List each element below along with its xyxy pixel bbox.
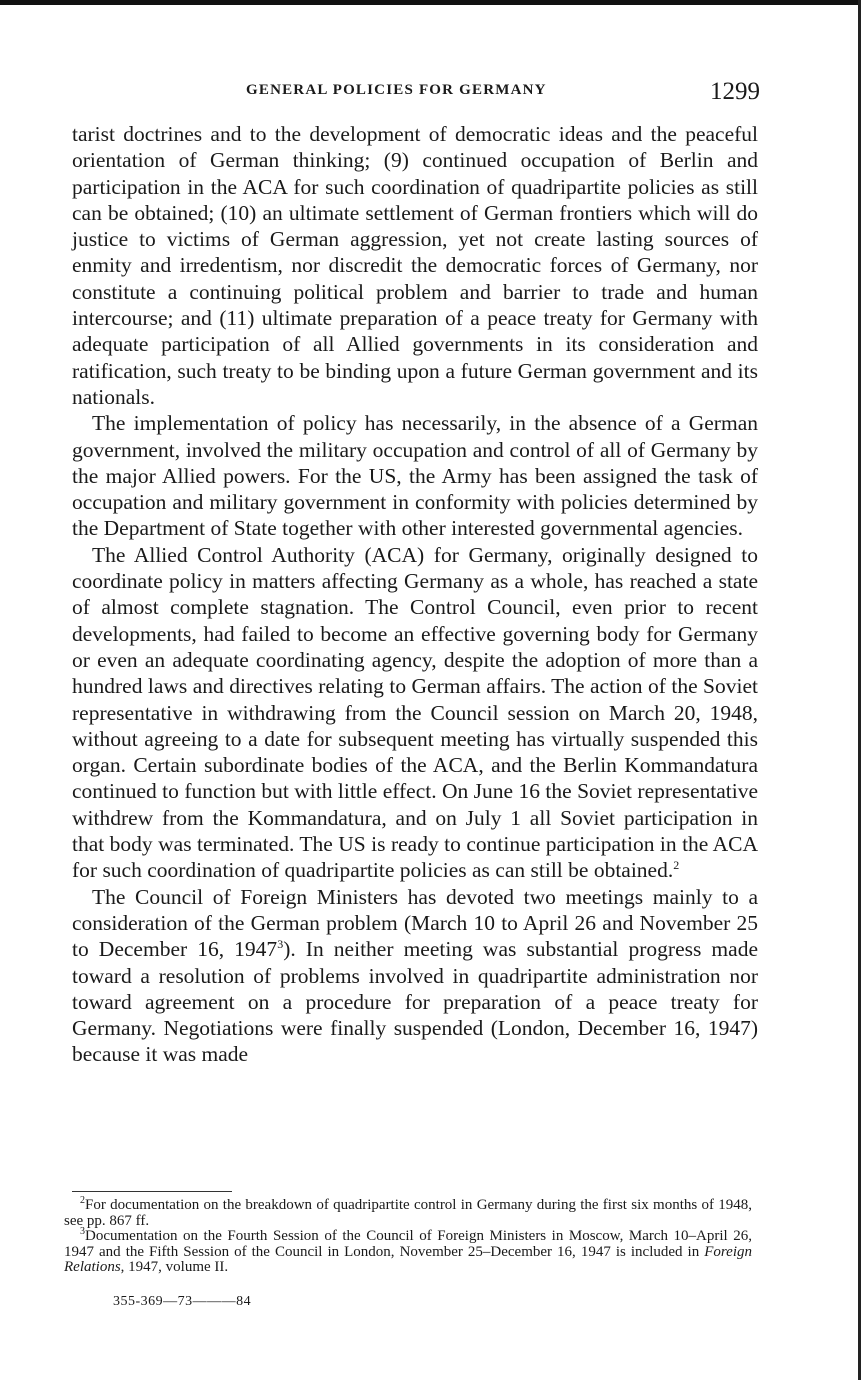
paragraph-continued: tarist doctrines and to the development of democratic ideas and the peaceful orientation of German thinking; (9) continued occupation of Berlin and participation in the ACA for such coordination of quadripartite policies as still can be obtained; (10) an ultimate settlement of German frontiers which will do justice to victims of German aggression, yet not create lasting sources of enmity and irredentism, nor discredit the democratic forces of Germany, nor constitute a continuing political problem and barrier to trade and human intercourse; and (11) ultimate preparation of a peace treaty for Germany with adequate participation of all Allied governments in its consideration and ratification, such treaty to be binding upon a future German government and its nationals. [72, 122, 758, 409]
footnote-divider [72, 1191, 232, 1192]
footnote-text: For documentation on the breakdown of quadripartite control in Germany during the first six months of 1948, see pp. 867 ff. [64, 1197, 752, 1229]
paragraph-allied-control-authority [72, 542, 758, 884]
footnote-mark: 2 [80, 1195, 85, 1206]
paragraph-council-foreign-ministers [72, 884, 758, 1068]
footnote [64, 1226, 752, 1276]
footnote-text: , 1947, volume II. [120, 1259, 229, 1276]
paragraph-text: The Council of Foreign Ministers has devoted two meetings mainly to a consideration of the German problem (March 10 to April 26 and November 25 to December 16, 1947 [72, 884, 758, 962]
page-header [74, 78, 760, 110]
footnote-text: Documentation on the Fourth Session of the Council of Foreign Ministers in Moscow, March 10–April 26, 1947 and the Fifth Session of the Council in London, November 25–December 16, 1947 is included in [64, 1228, 752, 1260]
body-text [72, 121, 758, 1068]
paragraph-text: The Allied Control Authority (ACA) for Germany, originally designed to coordinate policy in matters affecting Germany as a whole, has reached a state of almost complete stagnation. The Control Council, even prior to recent developments, had failed to become an effective governing body for Germany or even an adequate coordinating agency, despite the adoption of more than a hundred laws and directives relating to German affairs. The action of the Soviet representative in withdrawing from the Council session on March 20, 1948, without agreeing to a date for subsequent meeting has virtually suspended this organ. Certain subordinate bodies of the ACA, and the Berlin Kommandatura continued to function but with little effect. On June 16 the Soviet representative withdrew from the Kommandatura, and on July 1 all Soviet participation in that body was terminated. The US is ready to continue participation in the ACA for such coordination of quadripartite policies as can still be obtained. [72, 542, 758, 883]
footnote-reference: 2 [673, 858, 680, 873]
footnote-mark: 3 [80, 1226, 85, 1238]
footnote-italic-title: Foreign Relations [64, 1243, 752, 1276]
paragraph-implementation: The implementation of policy has necessarily, in the absence of a German government, involved the military occupation and control of all of Germany by the major Allied powers. For the US, the Army has been assigned the task of occupation and military government in conformity with policies determined by the Department of State together with other interested governmental agencies. [72, 411, 758, 541]
footnote [64, 1195, 752, 1229]
running-head: GENERAL POLICIES FOR GERMANY [246, 82, 547, 98]
page-number: 1299 [710, 78, 760, 105]
print-code: 355-369—73———84 [113, 1294, 252, 1309]
footnotes [64, 1195, 752, 1276]
paragraph-text: ). In neither meeting was substantial progress made toward a resolution of problems involved in quadripartite administration nor toward agreement on a procedure for preparation of a peace treaty for Germany. Negotiations were finally suspended (London, December 16, 1947) because it was made [72, 937, 758, 1067]
footnote-reference: 3 [277, 937, 284, 952]
top-edge-rule [0, 0, 861, 5]
